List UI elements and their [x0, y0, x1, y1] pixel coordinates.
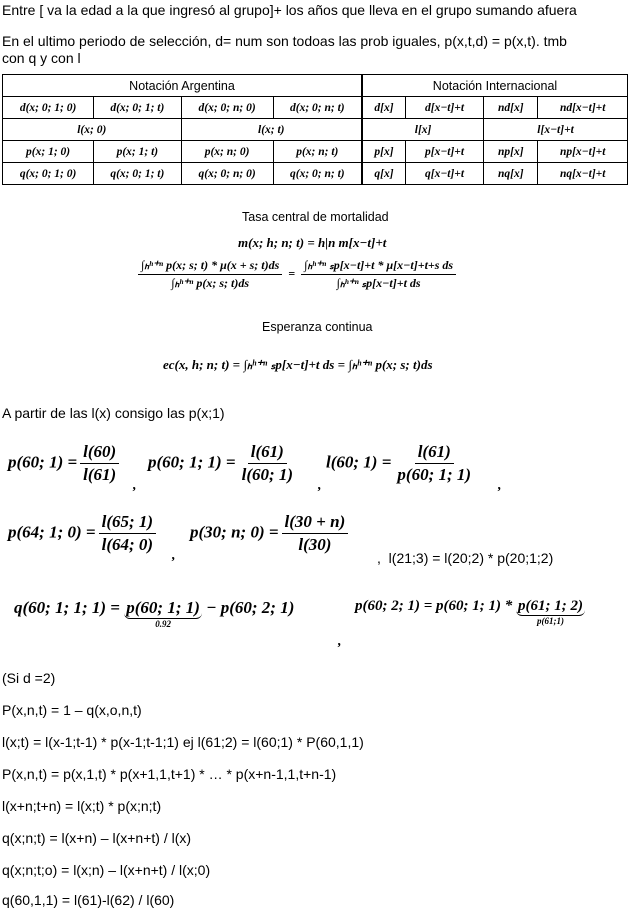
- formula-p30: [190, 512, 351, 555]
- formula-lhs: p(60; 1; 1) =: [148, 452, 236, 472]
- formula-rest: − p(60; 2; 1): [206, 598, 295, 617]
- frac-num: l(30 + n): [282, 512, 349, 534]
- tasa-fractions: $\frac{\text{∫ₕʰ⁺ⁿ p(x; s; t) * μ(x + s; t)ds}}{\text{∫ₕʰ⁺ⁿ p(x; s; t)ds}}$ = $\frac{\text{∫ₕʰ⁺ⁿ ₛp[x−t]+t * μ[x−t]+t+s ds}}{\text{∫ₕʰ⁺ⁿ ₛp[x−t]+t ds}}$: [135, 258, 459, 291]
- cell: nd[x]: [484, 97, 538, 119]
- tasa-eq: m(x; h; n; t) = h|n m[x−t]+t: [238, 235, 387, 250]
- text-line: P(x,n,t) = p(x,1,t) * p(x+1,1,t+1) * … * p(x+n-1,1,t+n-1): [2, 766, 337, 782]
- cell: p(x; 1; t): [94, 141, 181, 163]
- frac-den: ∫ₕʰ⁺ⁿ ₛp[x−t]+t ds: [336, 276, 421, 290]
- frac-den: l(30): [298, 535, 332, 554]
- frac-den: l(61): [83, 465, 117, 484]
- formula-q60: [14, 598, 294, 629]
- cell: d(x; 0; n; 0): [181, 97, 273, 119]
- formula-lhs: q(60; 1; 1; 1) =: [14, 598, 120, 617]
- cell: q(x; 0; n; 0): [181, 163, 273, 185]
- formula-p602: [355, 598, 585, 626]
- cell: np[x]: [484, 141, 538, 163]
- formula-p60: [8, 442, 122, 485]
- cell: d[x]: [363, 97, 406, 119]
- cell: np[x−t]+t: [538, 141, 628, 163]
- cell: nd[x−t]+t: [538, 97, 628, 119]
- text-line: l(x+n;t+n) = l(x;t) * p(x;n;t): [2, 798, 162, 814]
- intro-line-1: Entre [ va la edad a la que ingresó al grupo]+ los años que lleva en el grupo sumando afuera: [2, 2, 577, 18]
- formula-lhs: p(64; 1; 0) =: [8, 522, 96, 542]
- formula-lhs: p(60; 1) =: [8, 452, 78, 472]
- formula-lhs: l(60; 1) =: [326, 452, 392, 472]
- intro-line-3: con q y con l: [2, 50, 81, 66]
- cell: q(x; 0; n; t): [273, 163, 361, 185]
- text-line: P(x,n,t) = 1 – q(x,o,n,t): [2, 702, 142, 718]
- cell: l(x; 0): [3, 119, 182, 141]
- l21-text: l(21;3) = l(20;2) * p(20;1;2): [388, 550, 554, 566]
- frac-num: ∫ₕʰ⁺ⁿ p(x; s; t) * μ(x + s; t)ds: [138, 258, 282, 275]
- cell: p[x−t]+t: [405, 141, 483, 163]
- formula-lhs: p(30; n; 0) =: [190, 522, 279, 542]
- tasa-title: Tasa central de mortalidad: [242, 210, 389, 224]
- table-argentina: [2, 74, 362, 185]
- frac-num: l(61): [248, 442, 287, 464]
- frac-num: l(60): [80, 442, 119, 464]
- underbrace-label: p(61;1): [537, 616, 564, 626]
- frac-den: ∫ₕʰ⁺ⁿ p(x; s; t)ds: [171, 276, 250, 290]
- cell: p[x]: [363, 141, 406, 163]
- cell: l[x]: [363, 119, 484, 141]
- cell: q(x; 0; 1; 0): [3, 163, 94, 185]
- underbrace-label: 0.92: [155, 619, 171, 629]
- intro-line-2: En el ultimo periodo de selección, d= num son todoas las prob iguales, p(x,t,d) = p(x,t). tmb: [2, 33, 567, 49]
- frac-den: l(60; 1): [241, 465, 294, 484]
- text-line: l(x;t) = l(x-1;t-1) * p(x-1;t-1;1) ej l(61;2) = l(60;1) * P(60,1,1): [2, 734, 364, 750]
- frac-num: ∫ₕʰ⁺ⁿ ₛp[x−t]+t * μ[x−t]+t+s ds: [301, 258, 456, 275]
- cell: p(x; n; 0): [181, 141, 273, 163]
- cell: nq[x]: [484, 163, 538, 185]
- formula-p64: [8, 512, 159, 555]
- underbrace-term: p(61; 1; 2): [518, 598, 583, 614]
- frac-den: p(60; 1; 1): [397, 465, 472, 484]
- cell: q(x; 0; 1; t): [94, 163, 181, 185]
- table-internacional: [362, 74, 628, 185]
- cell: q[x]: [363, 163, 406, 185]
- l21-line: , l(21;3) = l(20;2) * p(20;1;2): [377, 550, 554, 566]
- si-d-text: (Si d =2): [2, 670, 56, 686]
- a-partir-text: A partir de las l(x) consigo las p(x;1): [2, 405, 225, 421]
- cell: l[x−t]+t: [484, 119, 628, 141]
- text-line: q(60,1,1) = l(61)-l(62) / l(60): [2, 892, 175, 908]
- esperanza-title: Esperanza continua: [262, 320, 373, 334]
- cell: d(x; 0; 1; t): [94, 97, 181, 119]
- frac-den: l(64; 0): [101, 535, 154, 554]
- cell: q[x−t]+t: [405, 163, 483, 185]
- cell: p(x; n; t): [273, 141, 361, 163]
- frac-num: l(65; 1): [99, 512, 156, 534]
- formula-l601: [326, 442, 477, 485]
- cell: l(x; t): [181, 119, 361, 141]
- text-line: q(x;n;t) = l(x+n) – l(x+n+t) / l(x): [2, 830, 192, 846]
- formula-p601: [148, 442, 299, 485]
- frac-num: l(61): [415, 442, 454, 464]
- header-internacional: Notación Internacional: [363, 75, 628, 97]
- header-argentina: Notación Argentina: [3, 75, 362, 97]
- underbrace-term: p(60; 1; 1): [126, 598, 200, 617]
- cell: d(x; 0; n; t): [273, 97, 361, 119]
- esperanza-eq: ec(x, h; n; t) = ∫ₕʰ⁺ⁿ ₛp[x−t]+t ds = ∫ₕʰ⁺ⁿ p(x; s; t)ds: [163, 357, 433, 372]
- formula-lhs: p(60; 2; 1) = p(60; 1; 1) *: [355, 598, 513, 614]
- cell: p(x; 1; 0): [3, 141, 94, 163]
- cell: d(x; 0; 1; 0): [3, 97, 94, 119]
- cell: d[x−t]+t: [405, 97, 483, 119]
- cell: nq[x−t]+t: [538, 163, 628, 185]
- text-line: q(x;n;t;o) = l(x;n) – l(x+n+t) / l(x;0): [2, 862, 211, 878]
